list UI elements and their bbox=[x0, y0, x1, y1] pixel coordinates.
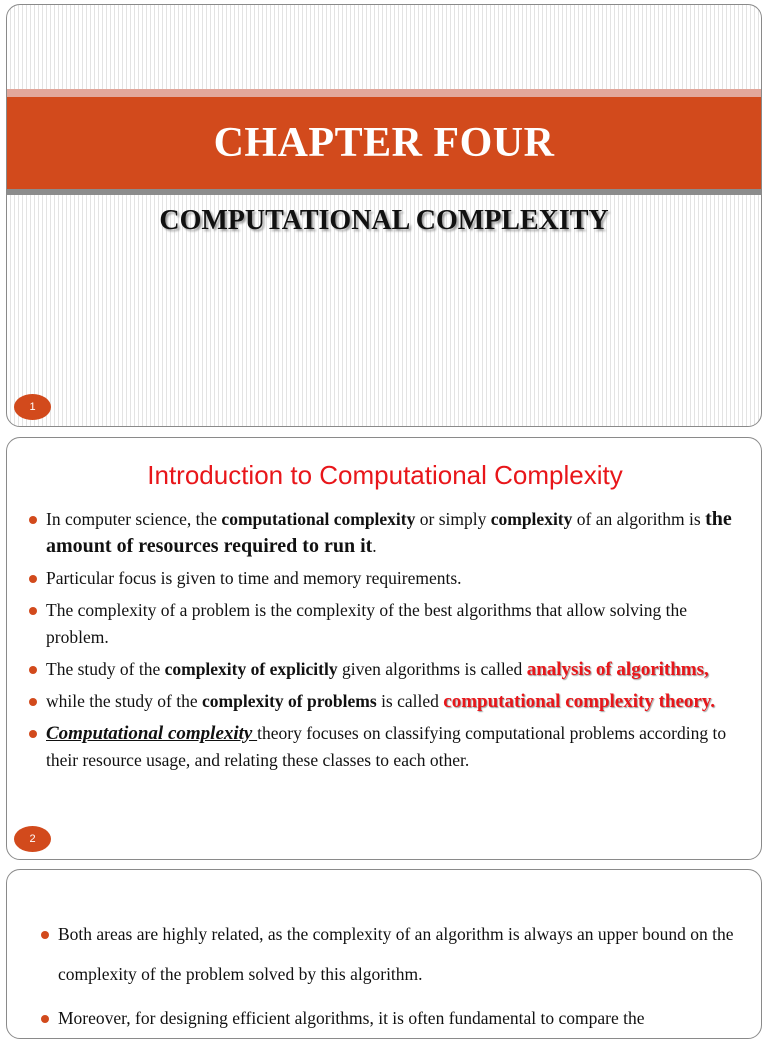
bullet-item bbox=[27, 506, 752, 560]
title-bar-shadow bbox=[7, 189, 761, 195]
bullet-item bbox=[27, 597, 752, 651]
highlight-term: analysis of algorithms, bbox=[526, 659, 709, 680]
bullet-text: The complexity of a problem is the complexity of the best algorithms that allow solving the problem. bbox=[46, 600, 688, 647]
chapter-subtitle: COMPUTATIONAL COMPLEXITY bbox=[159, 205, 609, 236]
bullet-item bbox=[39, 998, 739, 1038]
slide-number-badge: 1 bbox=[14, 394, 51, 420]
bullet-text: The study of the bbox=[46, 659, 165, 679]
bold-term: computational complexity bbox=[221, 509, 416, 529]
bullet-text: or simply bbox=[415, 509, 491, 529]
bullet-item bbox=[27, 565, 752, 592]
slide-1 bbox=[6, 4, 762, 427]
bullet-item bbox=[39, 914, 739, 994]
underlined-term: Computational complexity bbox=[46, 723, 258, 744]
bullet-text: of an algorithm is bbox=[572, 509, 706, 529]
bullet-text: while the study of the bbox=[46, 691, 203, 711]
bullet-item bbox=[27, 656, 752, 683]
bullet-text: In computer science, the bbox=[46, 509, 222, 529]
chapter-title: CHAPTER FOUR bbox=[213, 120, 555, 166]
slide-2 bbox=[6, 437, 762, 860]
bullet-text: given algorithms is called bbox=[337, 659, 527, 679]
bullet-text: theory focuses on classifying computational problems according to their resource usage, and relating these classes to each other. bbox=[46, 723, 727, 770]
bullet-text: is called bbox=[376, 691, 444, 711]
bold-term: complexity of problems bbox=[202, 691, 377, 711]
title-bar-accent bbox=[7, 89, 761, 97]
bold-term: complexity bbox=[490, 509, 573, 529]
bullet-text: Both areas are highly related, as the complexity of an algorithm is always an upper bound on the complexity of the problem solved by this algorithm. bbox=[58, 924, 734, 984]
bullet-item bbox=[27, 720, 752, 774]
bullet-text: Moreover, for designing efficient algorithms, it is often fundamental to compare the bbox=[58, 1008, 645, 1028]
bullet-list bbox=[39, 914, 739, 1039]
bullet-item bbox=[27, 688, 752, 715]
slide-number-badge: 2 bbox=[14, 826, 51, 852]
slide-3 bbox=[6, 869, 762, 1039]
emphasis-text: the amount of resources required to run it bbox=[46, 508, 732, 557]
bold-term: complexity of explicitly bbox=[164, 659, 338, 679]
slide-title: Introduction to Computational Complexity bbox=[147, 460, 623, 490]
bullet-list bbox=[27, 506, 752, 779]
bullet-text: Particular focus is given to time and memory requirements. bbox=[46, 568, 462, 588]
highlight-term: computational complexity theory. bbox=[443, 691, 716, 712]
bullet-text: . bbox=[372, 536, 377, 556]
